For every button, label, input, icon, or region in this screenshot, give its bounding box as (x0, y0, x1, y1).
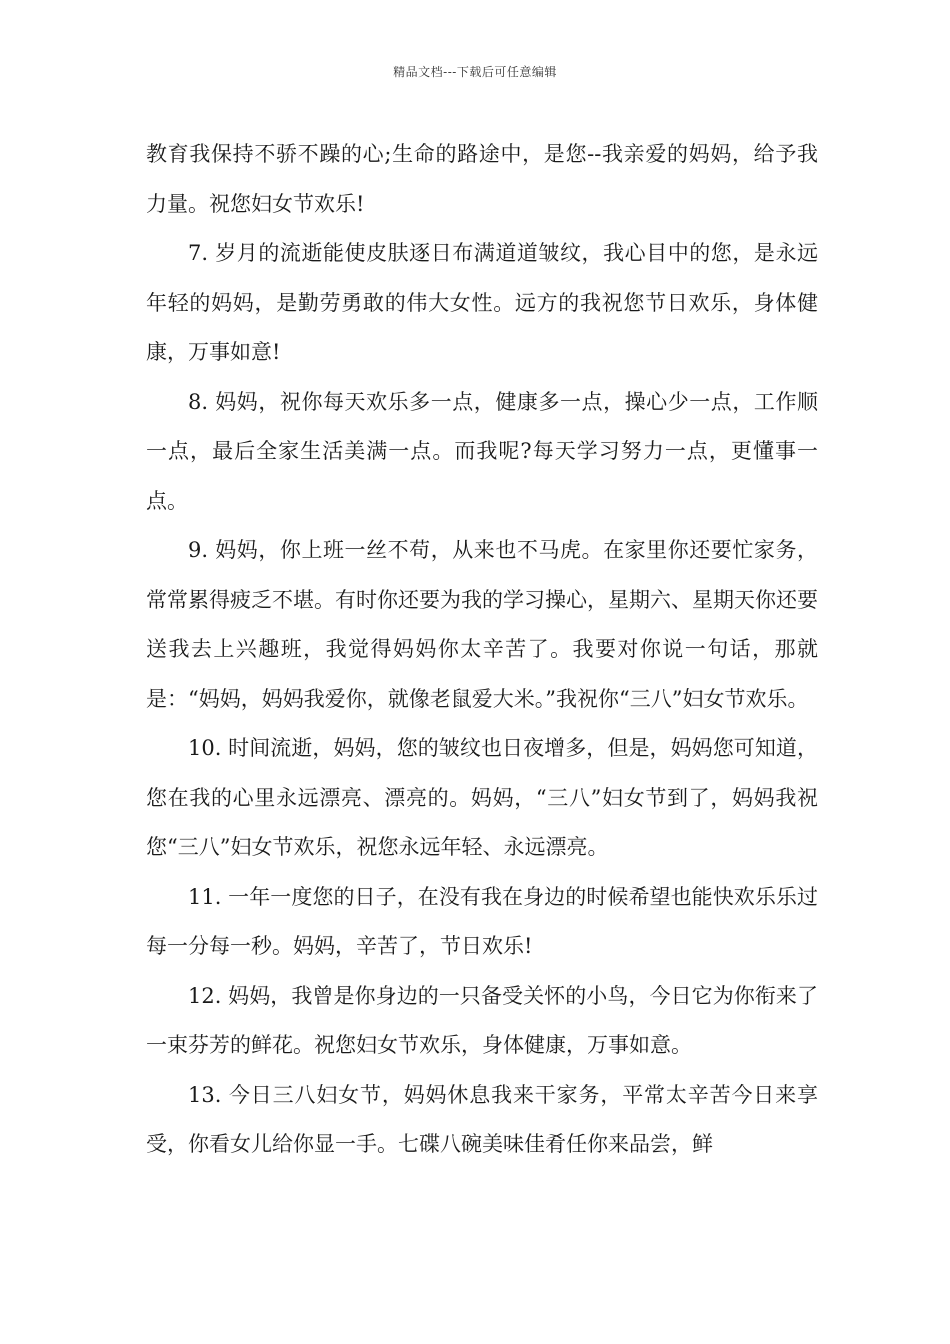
page-header: 精品文档---下载后可任意编辑 (393, 65, 557, 79)
paragraph: 7. 岁月的流逝能使皮肤逐日布满道道皱纹，我心目中的您，是永远年轻的妈妈，是勤劳勇敢的伟大女性。远方的我祝您节日欢乐，身体健康，万事如意! (146, 241, 818, 364)
paragraph: 13. 今日三八妇女节，妈妈休息我来干家务，平常太辛苦今日来享受，你看女儿给你显一手。七碟八碗美味佳肴任你来品尝，鲜 (146, 1082, 818, 1156)
paragraph: 12. 妈妈，我曾是你身边的一只备受关怀的小鸟，今日它为你衔来了一束芬芳的鲜花。祝您妇女节欢乐，身体健康，万事如意。 (146, 983, 818, 1057)
paragraph: 教育我保持不骄不躁的心;生命的路途中，是您--我亲爱的妈妈，给予我力量。祝您妇女节欢乐! (146, 142, 818, 216)
paragraph: 11. 一年一度您的日子，在没有我在身边的时候希望也能快欢乐乐过每一分每一秒。妈妈，辛苦了，节日欢乐! (146, 884, 818, 958)
paragraph: 8. 妈妈，祝你每天欢乐多一点，健康多一点，操心少一点，工作顺一点，最后全家生活美满一点。而我呢?每天学习努力一点，更懂事一点。 (146, 389, 818, 513)
paragraph: 9. 妈妈，你上班一丝不苟，从来也不马虎。在家里你还要忙家务，常常累得疲乏不堪。有时你还要为我的学习操心，星期六、星期天你还要送我去上兴趣班，我觉得妈妈你太辛苦了。我要对你说一句话，那就是：“妈妈，妈妈我爱你，就像老鼠爱大米。”我祝你“三八”妇女节欢乐。 (146, 538, 818, 711)
paragraph: 10. 时间流逝，妈妈，您的皱纹也日夜增多，但是，妈妈您可知道，您在我的心里永远漂亮、漂亮的。妈妈，“三八”妇女节到了，妈妈我祝您“三八”妇女节欢乐，祝您永远年轻、永远漂亮。 (146, 736, 818, 859)
document-body (146, 130, 818, 1170)
